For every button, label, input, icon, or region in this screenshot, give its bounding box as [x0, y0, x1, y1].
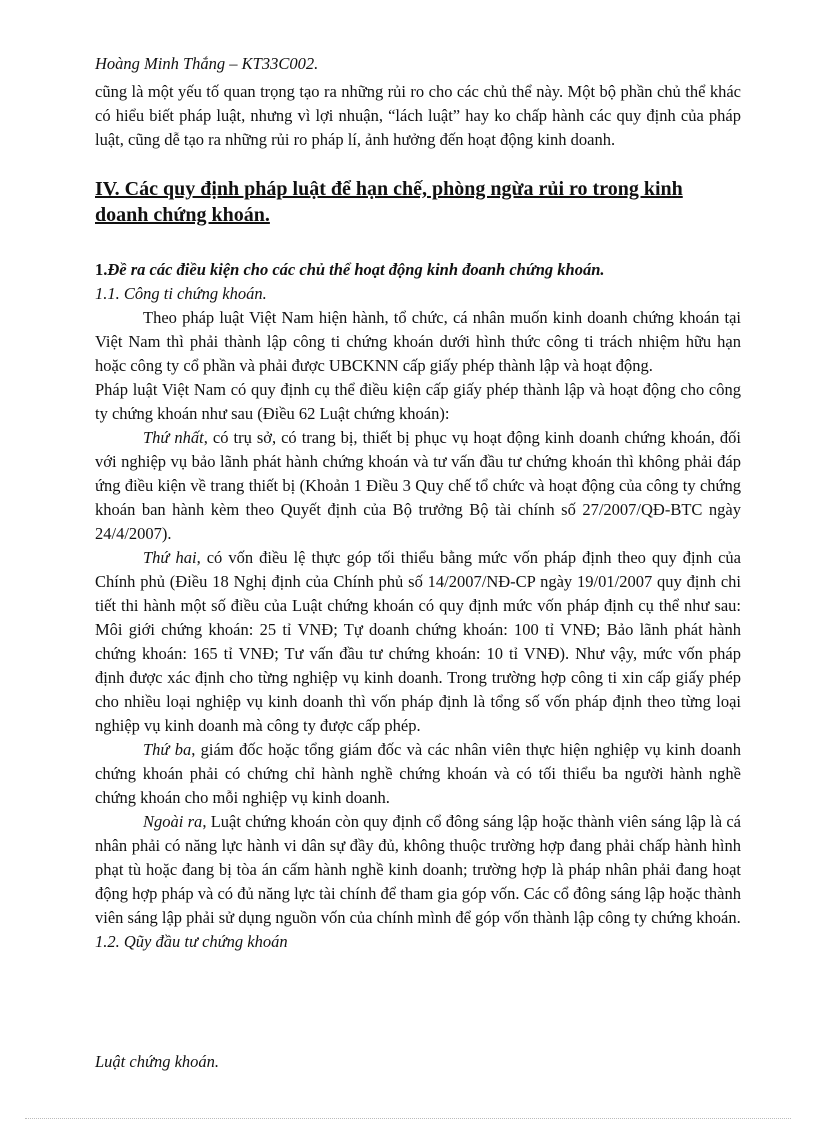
document-page: [95, 52, 741, 954]
paragraph-6-body: , Luật chứng khoán còn quy định cổ đông sáng lập hoặc thành viên sáng lập là cá nhân phải có năng lực hành vi dân sự đầy đủ, không thuộc trường hợp đang phải chấp hành hình phạt tù hoặc đang bị tòa án cấm hành nghề kinh doanh; trường hợp là pháp nhân phải đang hoạt động hợp pháp và có đủ năng lực tài chính để tham gia góp vốn. Các cổ đông sáng lập hoặc thành viên sáng lập phải sử dụng nguồn vốn của chính mình để góp vốn thành lập công ty chứng khoán.: [95, 812, 741, 927]
paragraph-5: [95, 738, 741, 810]
paragraph-4-lead: Thứ hai: [143, 548, 197, 567]
page-header: Hoàng Minh Thắng – KT33C002.: [95, 54, 319, 73]
footer-note: Luật chứng khoán.: [95, 1052, 220, 1071]
paragraph-3-lead: Thứ nhất: [143, 428, 204, 447]
paragraph-6-lead: Ngoài ra: [143, 812, 203, 831]
page-bottom-divider: [25, 1118, 791, 1119]
paragraph-1: Theo pháp luật Việt Nam hiện hành, tổ chức, cá nhân muốn kinh doanh chứng khoán tại Việt Nam thì phải thành lập công ti chứng khoán dưới hình thức công ti trách nhiệm hữu hạn hoặc công ty cổ phần và phải được UBCKNN cấp giấy phép thành lập và hoạt động.: [95, 308, 741, 375]
paragraph-5-body: , giám đốc hoặc tổng giám đốc và các nhân viên thực hiện nghiệp vụ kinh doanh chứng khoán phải có chứng chỉ hành nghề chứng khoán và có tối thiểu ba người hành nghề chứng khoán cho mỗi nghiệp vụ kinh doanh.: [95, 740, 741, 807]
paragraph-6: [95, 810, 741, 930]
paragraph-3-body: , có trụ sở, có trang bị, thiết bị phục vụ hoạt động kinh doanh chứng khoán, đối với nghiệp vụ bảo lãnh phát hành chứng khoán và tư vấn đầu tư chứng khoán thì không phải đáp ứng điều kiện về trang thiết bị (Khoản 1 Điều 3 Quy chế tổ chức và hoạt động của công ty chứng khoán ban hành kèm theo Quyết định của Bộ trưởng Bộ tài chính số 27/2007/QĐ-BTC ngày 24/4/2007).: [95, 428, 741, 543]
subsection-heading-1-2: 1.2. Qũy đầu tư chứng khoán: [95, 932, 288, 951]
paragraph-4: [95, 546, 741, 738]
intro-paragraph: cũng là một yếu tố quan trọng tạo ra những rủi ro cho các chủ thể này. Một bộ phần chủ thể khác có hiểu biết pháp luật, nhưng vì lợi nhuận, “lách luật” hay ko chấp hành các quy định của pháp luật, cũng dễ tạo ra những rủi ro pháp lí, ảnh hưởng đến hoạt động kinh doanh.: [95, 82, 741, 149]
subsection-title: Đề ra các điều kiện cho các chủ thể hoạt động kinh đoanh chứng khoán.: [107, 260, 605, 279]
paragraph-2: Pháp luật Việt Nam có quy định cụ thể điều kiện cấp giấy phép thành lập và hoạt động cho công ty chứng khoán như sau (Điều 62 Luật chứng khoán):: [95, 380, 741, 423]
subsection-heading-1-1: 1.1. Công ti chứng khoán.: [95, 284, 267, 303]
section-heading: IV. Các quy định pháp luật để hạn chế, phòng ngừa rủi ro trong kinh doanh chứng khoán.: [95, 178, 683, 226]
subsection-number: 1.: [95, 260, 108, 279]
paragraph-4-body: , có vốn điều lệ thực góp tối thiểu bằng mức vốn pháp định theo quy định của Chính phủ (Điều 18 Nghị định của Chính phủ số 14/2007/NĐ-CP ngày 19/01/2007 quy định chi tiết thi hành một số điều của Luật chứng khoán có quy định mức vốn pháp định cụ thể như sau: Môi giới chứng khoán: 25 tỉ VNĐ; Tự doanh chứng khoán: 100 tỉ VNĐ; Bảo lãnh phát hành chứng khoán: 165 tỉ VNĐ; Tư vấn đầu tư chứng khoán: 10 tỉ VNĐ). Như vậy, mức vốn pháp định được xác định cho từng nghiệp vụ kinh doanh. Trong trường hợp công ti xin cấp giấy phép cho nhiều loại nghiệp vụ kinh doanh thì vốn pháp định là tổng số vốn pháp định theo từng loại nghiệp vụ kinh doanh mà công ty được cấp phép.: [95, 548, 742, 735]
paragraph-3: [95, 426, 741, 546]
subsection-heading-1: [95, 258, 741, 282]
paragraph-5-lead: Thứ ba: [143, 740, 192, 759]
